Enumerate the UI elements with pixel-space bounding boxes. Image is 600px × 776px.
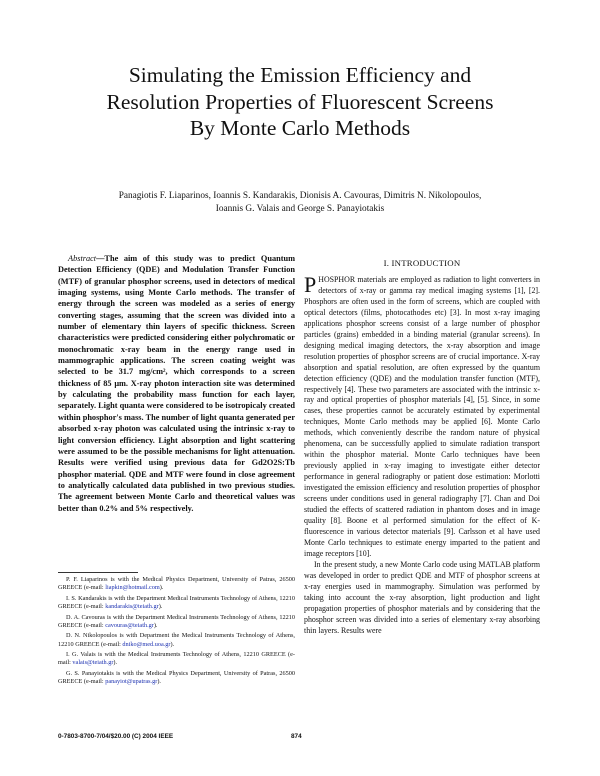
footnote-email-link[interactable]: dniko@med.uoa.gr xyxy=(122,640,171,648)
footnote-tail: ). xyxy=(158,602,163,610)
abstract-label: Abstract xyxy=(68,254,97,263)
footnote-text: I. S. Kandarakis is with the Department Medical Instruments Technology of Athens, 12210 GREECE (e-mail: xyxy=(58,594,295,610)
footnote-text: D. A. Cavouras is with the Department Medical Instruments Technology of Athens, 12210 GREECE (e-mail: xyxy=(58,613,295,629)
footnote-email-link[interactable]: valais@teiath.gr xyxy=(72,659,114,667)
footnote xyxy=(58,670,295,686)
footnote-text: D. N. Nikolopoulos is with Department the Medical Instruments Technology of Athens, 12210 GREECE (e-mail: xyxy=(58,632,295,648)
footnote-rule xyxy=(58,572,138,573)
footnote-email-link[interactable]: liapkin@hotmail.com xyxy=(105,584,160,592)
footnote xyxy=(58,614,295,630)
footnote-tail: ). xyxy=(113,659,118,667)
left-column xyxy=(58,253,295,514)
footnote xyxy=(58,595,295,611)
authors-line: Panagiotis F. Liaparinos, Ioannis S. Kandarakis, Dionisis A. Cavouras, Dimitris N. Nikolopoulos, xyxy=(118,191,482,201)
footnote-email-link[interactable]: kandarakis@teiath.gr xyxy=(105,602,159,610)
footnote-text: I. G. Valais is with the Medical Instruments Technology of Athens, 12210 GREECE (e-mail: xyxy=(58,651,295,667)
intro-text: HOSPHOR materials are employed as radiation to light converters in detectors of x-ray or gamma ray medical imaging systems [1], [2]. Phosphors are often used in the form of screens, which are coupled with optical detectors (films, photocathodes etc) [3]. In most x-ray imaging applications phosphor screens consist of a large number of phosphor particles (grains) embedded in a binding material (granular screens). In designing medical imaging detectors, the x-ray absorption and image resolution properties of phosphor screens are of crucial importance. X-ray absorption and spatial resolution, are often expressed by the quantum detection efficiency (QDE) and the modulation transfer function (MTF), respectively [4]. These two parameters are associated with the intrinsic x-ray and optical properties of phosphor materials [4], [5]. Since, in some cases, these properties cannot be accurately estimated by experimental techniques, Monte Carlo methods may be applied [6]. Monte Carlo methods, which conveniently describe the random nature of physical phenomena, can be successfully applied to simulate radiation transport within the phosphor material. Monte Carlo techniques have been previously applied in x-ray imaging to investigate either detector performance in general radiography or patient dose estimation: Morlotti investigated the emission efficiency and resolution properties of phosphor screens under conditions used in general radiography [7]. Chan and Doi studied the effects of scattered radiation in phantom doses and in image quality [8]. Boone et al performed simulation for the effect of K-fluorescence in various detector materials [9]. Carlsson et al have used Monte Carlo techniques to estimate energy imparted to the patient and image receptors [10]. xyxy=(304,275,540,558)
footnote-text: P. F. Liaparinos is with the Medical Physics Department, University of Patras, 26500 GREECE (e-mail: xyxy=(58,576,295,592)
abstract xyxy=(58,253,295,514)
title-line: Resolution Properties of Fluorescent Screens xyxy=(106,89,494,114)
intro-paragraph xyxy=(304,272,540,560)
abstract-text: —The aim of this study was to predict Quantum Detection Efficiency (QDE) and Modulation Transfer Function (MTF) of granular phosphor screens, used in detectors of medical imaging systems, using Monte Carlo methods. The transfer of energy through the screen was modeled as a series of energy converting stages, assuming that the screen was divided into a number of elementary thin layers of specific thickness. Screen characteristics were predicted considering either polychromatic or monochromatic x-ray beam in the energy range used in mammographic applications. The screen coating weight was selected to be 31.7 mg/cm², which corresponds to a screen thickness of 85 μm. X-ray photon interaction site was determined by calculating the probability mass function for each layer, separately. Light quanta were considered to be isotropicaly created within phosphor's mass. The number of light quanta generated per absorbed x-ray photon was calculated using the intrinsic x-ray to light conversion efficiency. Light absorption and light scattering were assumed to be the possible mechanisms for light attenuation. Results were verified using previous data for Gd2O2S:Tb phosphor material. QDE and MTF were found in close agreement to analytically calculated data published in two previous studies. The agreement between Monte Carlo and theoretical values was better than 0.2% and 5% respectively. xyxy=(58,254,295,513)
footnote-tail: ). xyxy=(157,678,161,686)
footnotes xyxy=(58,574,295,689)
footnote-email-link[interactable]: panayiot@upatras.gr xyxy=(105,678,158,686)
copyright-line: 0-7803-8700-7/04/$20.00 (C) 2004 IEEE xyxy=(58,733,174,740)
intro-paragraph: In the present study, a new Monte Carlo code using MATLAB platform was developed in order to predict QDE and MTF of phosphor screens at x-ray energies used in mammography. Simulation was performed by taking into account the x-ray absorption, light production and light propagation properties of phosphor materials and by considering that the phosphor screen was divided into a series of elementary x-ray absorbing thin layers. Results were xyxy=(304,559,540,635)
title-line: Simulating the Emission Efficiency and xyxy=(128,63,472,87)
footnote-text: G. S. Panayiotakis is with the Medical Physics Department, University of Patras, 26500 GREECE (e-mail: xyxy=(58,670,295,686)
authors-line: Ioannis G. Valais and George S. Panayiotakis xyxy=(215,204,385,214)
paper-title xyxy=(0,62,600,142)
drop-cap: P xyxy=(304,272,317,297)
footnote xyxy=(58,632,295,648)
title-line: By Monte Carlo Methods xyxy=(189,116,411,140)
section-heading: I. INTRODUCTION xyxy=(383,258,461,268)
footnote-tail: ). xyxy=(159,584,164,592)
page-number: 874 xyxy=(291,733,302,740)
footnote-email-link[interactable]: cavouras@teiath.gr xyxy=(105,621,154,629)
footnote-tail: ). xyxy=(153,621,158,629)
right-column xyxy=(304,258,540,636)
author-list xyxy=(40,190,560,216)
footnote xyxy=(58,651,295,667)
footnote-tail: ). xyxy=(170,640,175,648)
footnote xyxy=(58,576,295,592)
